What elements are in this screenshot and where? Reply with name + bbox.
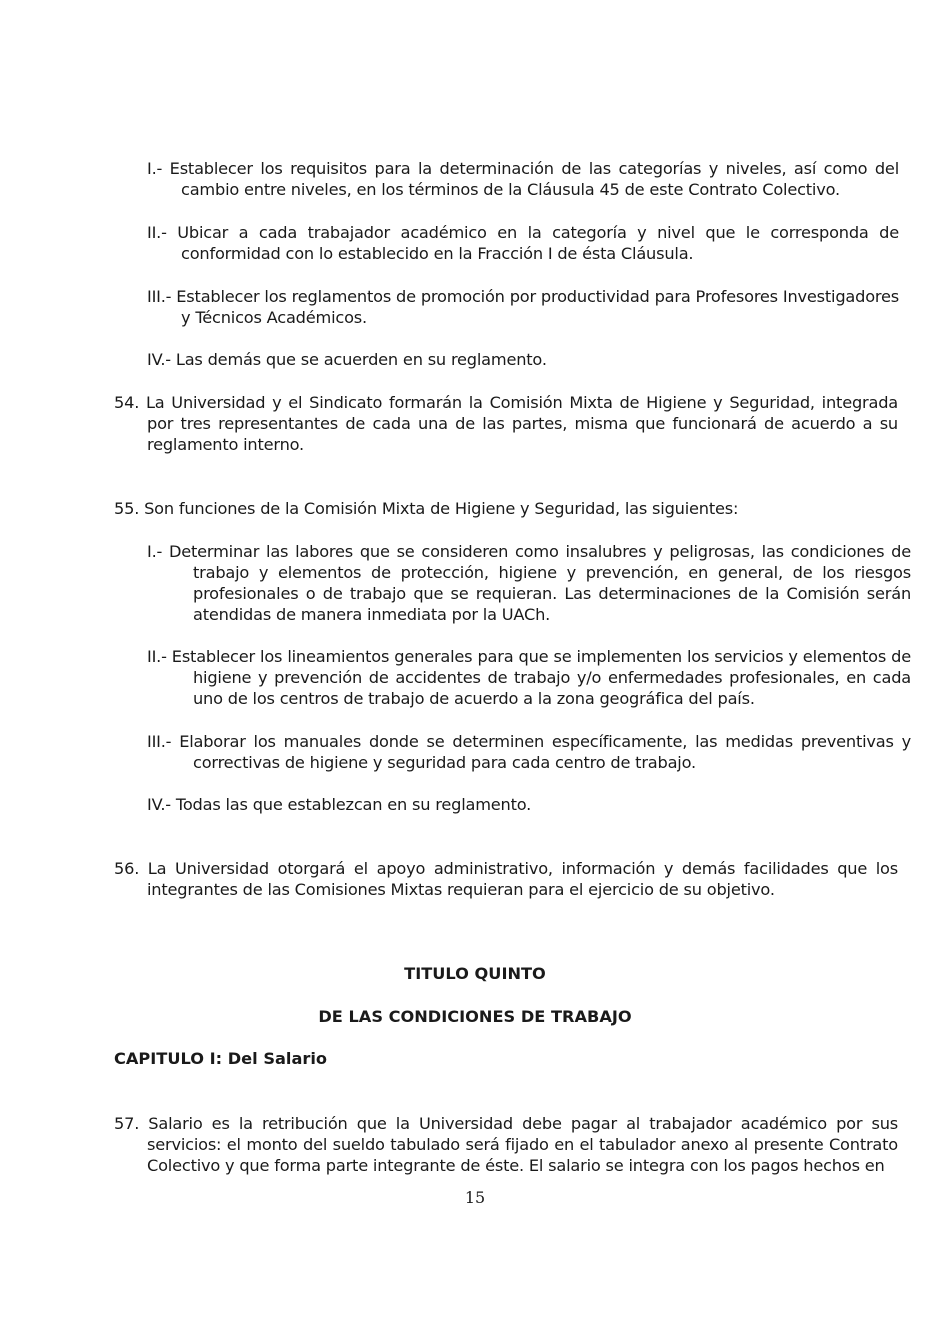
clause-53-item-4: IV.- Las demás que se acuerden en su reglamento. — [147, 350, 547, 369]
clause-53-item-3: III.- Establecer los reglamentos de promoción por productividad para Profesores Investigadores y Técnicos Académicos. — [147, 287, 899, 327]
clause-53-item-2: II.- Ubicar a cada trabajador académico en la categoría y nivel que le corresponda de conformidad con lo establecido en la Fracción I de ésta Cláusula. — [147, 223, 899, 263]
clause-55-item-4: IV.- Todas las que establezcan en su reglamento. — [147, 795, 532, 814]
subtitle-condiciones: DE LAS CONDICIONES DE TRABAJO — [318, 1007, 632, 1026]
chapter-heading: CAPITULO I: Del Salario — [114, 1049, 328, 1068]
clause-55-intro: 55. Son funciones de la Comisión Mixta de Higiene y Seguridad, las siguientes: — [114, 499, 739, 518]
page-number: 15 — [464, 1188, 486, 1207]
clause-55-item-1: I.- Determinar las labores que se consideren como insalubres y peligrosas, las condiciones de trabajo y elementos de protección, higiene y prevención, en general, de los riesgos profesionales o de trabajo que se requieran. Las determinaciones de la Comisión serán atendidas de manera inmediata por la UACh. — [147, 542, 911, 624]
clause-53-item-1: I.- Establecer los requisitos para la determinación de las categorías y niveles, así como del cambio entre niveles, en los términos de la Cláusula 45 de este Contrato Colectivo. — [147, 159, 899, 199]
clause-56: 56. La Universidad otorgará el apoyo administrativo, información y demás facilidades que los integrantes de las Comisiones Mixtas requieran para el ejercicio de su objetivo. — [114, 859, 898, 899]
clause-55-item-3: III.- Elaborar los manuales donde se determinen específicamente, las medidas preventivas y correctivas de higiene y seguridad para cada centro de trabajo. — [147, 732, 911, 772]
clause-57: 57. Salario es la retribución que la Universidad debe pagar al trabajador académico por sus servicios: el monto del sueldo tabulado será fijado en el tabulador anexo al presente Contrato Colectivo y que forma parte integrante de éste. El salario se integra con los pagos hechos en — [114, 1114, 898, 1175]
clause-54: 54. La Universidad y el Sindicato formarán la Comisión Mixta de Higiene y Seguridad, integrada por tres representantes de cada una de las partes, misma que funcionará de acuerdo a su reglamento interno. — [114, 393, 898, 454]
title-quinto: TITULO QUINTO — [404, 964, 546, 983]
clause-55-item-2: II.- Establecer los lineamientos generales para que se implementen los servicios y elementos de higiene y prevención de accidentes de trabajo y/o enfermedades profesionales, en cada uno de los centros de trabajo de acuerdo a la zona geográfica del país. — [147, 647, 911, 708]
